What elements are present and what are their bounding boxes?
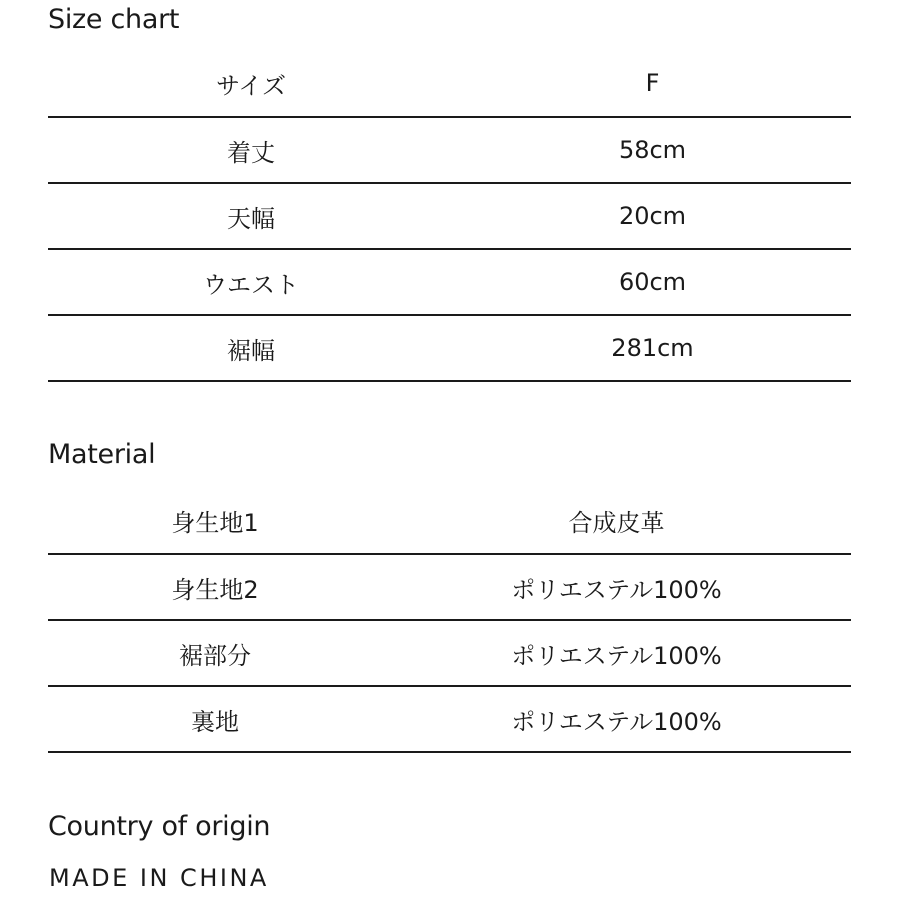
size-chart-header-row: [48, 50, 851, 117]
table-row: [48, 249, 851, 315]
material-table: [48, 487, 851, 753]
material-row-label: 裏地: [48, 686, 382, 752]
material-row-label: 裾部分: [48, 620, 382, 686]
table-row: [48, 315, 851, 381]
size-chart-title: Size chart: [48, 4, 180, 35]
material-row-label: 身生地2: [48, 554, 382, 620]
material-row-value: 合成皮革: [382, 487, 851, 554]
table-row: [48, 686, 851, 752]
material-title: Material: [48, 439, 156, 470]
size-chart-table: [48, 50, 851, 382]
size-row-label: 天幅: [48, 183, 454, 249]
size-row-label: 着丈: [48, 117, 454, 183]
country-of-origin-value: MADE IN CHINA: [49, 864, 269, 892]
table-row: [48, 183, 851, 249]
size-row-value: 58cm: [454, 117, 851, 183]
size-row-value: 60cm: [454, 249, 851, 315]
size-row-value: 281cm: [454, 315, 851, 381]
material-row-label: 身生地1: [48, 487, 382, 554]
country-of-origin-title: Country of origin: [48, 811, 271, 842]
table-row: [48, 620, 851, 686]
material-row-value: ポリエステル100%: [382, 620, 851, 686]
size-header-value: F: [454, 50, 851, 117]
size-row-value: 20cm: [454, 183, 851, 249]
size-row-label: ウエスト: [48, 249, 454, 315]
material-row-value: ポリエステル100%: [382, 686, 851, 752]
table-row: [48, 117, 851, 183]
size-row-label: 裾幅: [48, 315, 454, 381]
size-header-label: サイズ: [48, 50, 454, 117]
material-row-value: ポリエステル100%: [382, 554, 851, 620]
table-row: [48, 487, 851, 554]
table-row: [48, 554, 851, 620]
